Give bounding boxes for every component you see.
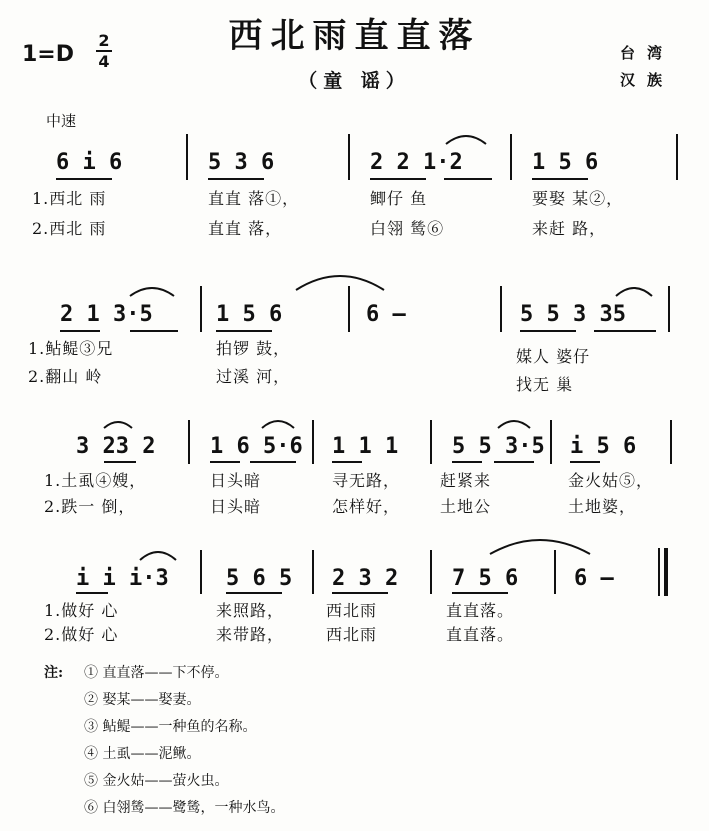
song-title: 西北雨直直落 xyxy=(228,16,481,56)
song-subtitle: （童 谣） xyxy=(298,70,411,92)
measure-notes: 6 — xyxy=(574,566,614,591)
lyric-verse-1: 1.西北 雨 xyxy=(32,189,107,208)
tie xyxy=(446,136,486,144)
lyric-verse-2: 2.做好 心 xyxy=(44,625,119,644)
tie xyxy=(498,421,530,428)
lyric-verse-2: 西北雨 xyxy=(326,625,378,644)
measure-notes: 1 1 1 xyxy=(332,434,399,459)
measure-notes: 6 — xyxy=(366,302,406,327)
measure-notes: 6 i 6 xyxy=(56,150,123,175)
measure-notes: 2 3 2 xyxy=(332,566,399,591)
lyric-verse-1: 要娶 某②， xyxy=(532,189,624,208)
lyric-verse-1: 寻无路， xyxy=(332,471,401,490)
annotation-item: ④ 土虱——泥鳅。 xyxy=(84,746,201,762)
lyric-verse-2: 直直落。 xyxy=(446,625,515,644)
lyric-verse-1: 赶紧来 xyxy=(440,471,492,490)
annotation-item: ③ 鲇鳀——一种鱼的名称。 xyxy=(84,719,257,735)
lyric-verse-1: 直直 落①， xyxy=(208,189,300,208)
measure-notes: 1 6 5·6 xyxy=(210,434,303,459)
tie xyxy=(490,540,590,554)
measure-notes: i i i·3 xyxy=(76,566,169,591)
lyric-verse-2: 2.跌一 倒， xyxy=(44,497,136,516)
lyric-verse-2: 怎样好， xyxy=(332,497,401,516)
annotations-label: 注: xyxy=(44,665,64,681)
lyric-verse-2: 土地婆， xyxy=(568,497,637,516)
lyric-verse-1: 1.土虱④嫂， xyxy=(44,471,147,490)
time-signature-top: 2 xyxy=(98,31,110,50)
annotation-item: ② 娶某——娶妻。 xyxy=(84,692,201,708)
tie xyxy=(130,288,174,296)
measure-notes: 2 2 1·2 xyxy=(370,150,463,175)
measure-notes: i 5 6 xyxy=(570,434,637,459)
lyric-verse-1: 1.鲇鳀③兄 xyxy=(28,339,114,358)
lyric-verse-2: 白翎 鸶⑥ xyxy=(370,219,445,238)
measure-notes: 5 5 3 35 xyxy=(520,302,626,327)
lyric-verse-1: 金火姑⑤， xyxy=(568,471,654,490)
tie xyxy=(140,552,176,560)
measure-notes: 5 3 6 xyxy=(208,150,275,175)
lyric-verse-2: 来带路， xyxy=(216,625,285,644)
annotation-item: ⑥ 白翎鸶——鹭鸶，一种水鸟。 xyxy=(84,800,285,816)
tie xyxy=(296,276,384,290)
lyric-verse-1: 来照路， xyxy=(216,601,285,620)
origin-ethnicity: 汉族 xyxy=(620,71,675,89)
lyric-verse-2: 直直 落， xyxy=(208,219,283,238)
measure-notes: 1 5 6 xyxy=(532,150,599,175)
lyric-verse-2: 2.翻山 岭 xyxy=(28,367,103,386)
lyric-verse-1: 西北雨 xyxy=(326,601,378,620)
time-signature-bottom: 4 xyxy=(98,52,110,71)
annotation-item: ① 直直落——下不停。 xyxy=(84,665,229,681)
tie xyxy=(262,421,294,428)
measure-notes: 3 23 2 xyxy=(76,434,156,459)
lyric-verse-2: 2.西北 雨 xyxy=(32,219,107,238)
lyric-verse-1: 鲫仔 鱼 xyxy=(370,189,428,208)
measure-notes: 7 5 6 xyxy=(452,566,519,591)
measure-notes: 1 5 6 xyxy=(216,302,283,327)
measure-notes: 2 1 3·5 xyxy=(60,302,153,327)
annotation-item: ⑤ 金火姑——萤火虫。 xyxy=(84,773,229,789)
lyric-verse-2: 找无 巢 xyxy=(516,375,574,394)
lyric-verse-1: 直直落。 xyxy=(446,601,515,620)
tempo-marking: 中速 xyxy=(46,112,77,130)
lyric-verse-2: 过溪 河， xyxy=(216,367,291,386)
lyric-verse-1: 日头暗 xyxy=(210,471,262,490)
measure-notes: 5 5 3·5 xyxy=(452,434,545,459)
origin-region: 台湾 xyxy=(620,44,675,62)
key-signature: 1=D xyxy=(22,42,75,67)
lyric-verse-1: 媒人 婆仔 xyxy=(516,347,591,366)
lyric-verse-2: 日头暗 xyxy=(210,497,262,516)
measure-notes: 5 6 5 xyxy=(226,566,293,591)
lyric-verse-1: 1.做好 心 xyxy=(44,601,119,620)
tie xyxy=(104,422,132,428)
lyric-verse-2: 土地公 xyxy=(440,497,492,516)
lyric-verse-2: 来赶 路， xyxy=(532,219,607,238)
tie xyxy=(616,288,652,296)
lyric-verse-1: 拍锣 鼓， xyxy=(216,339,291,358)
